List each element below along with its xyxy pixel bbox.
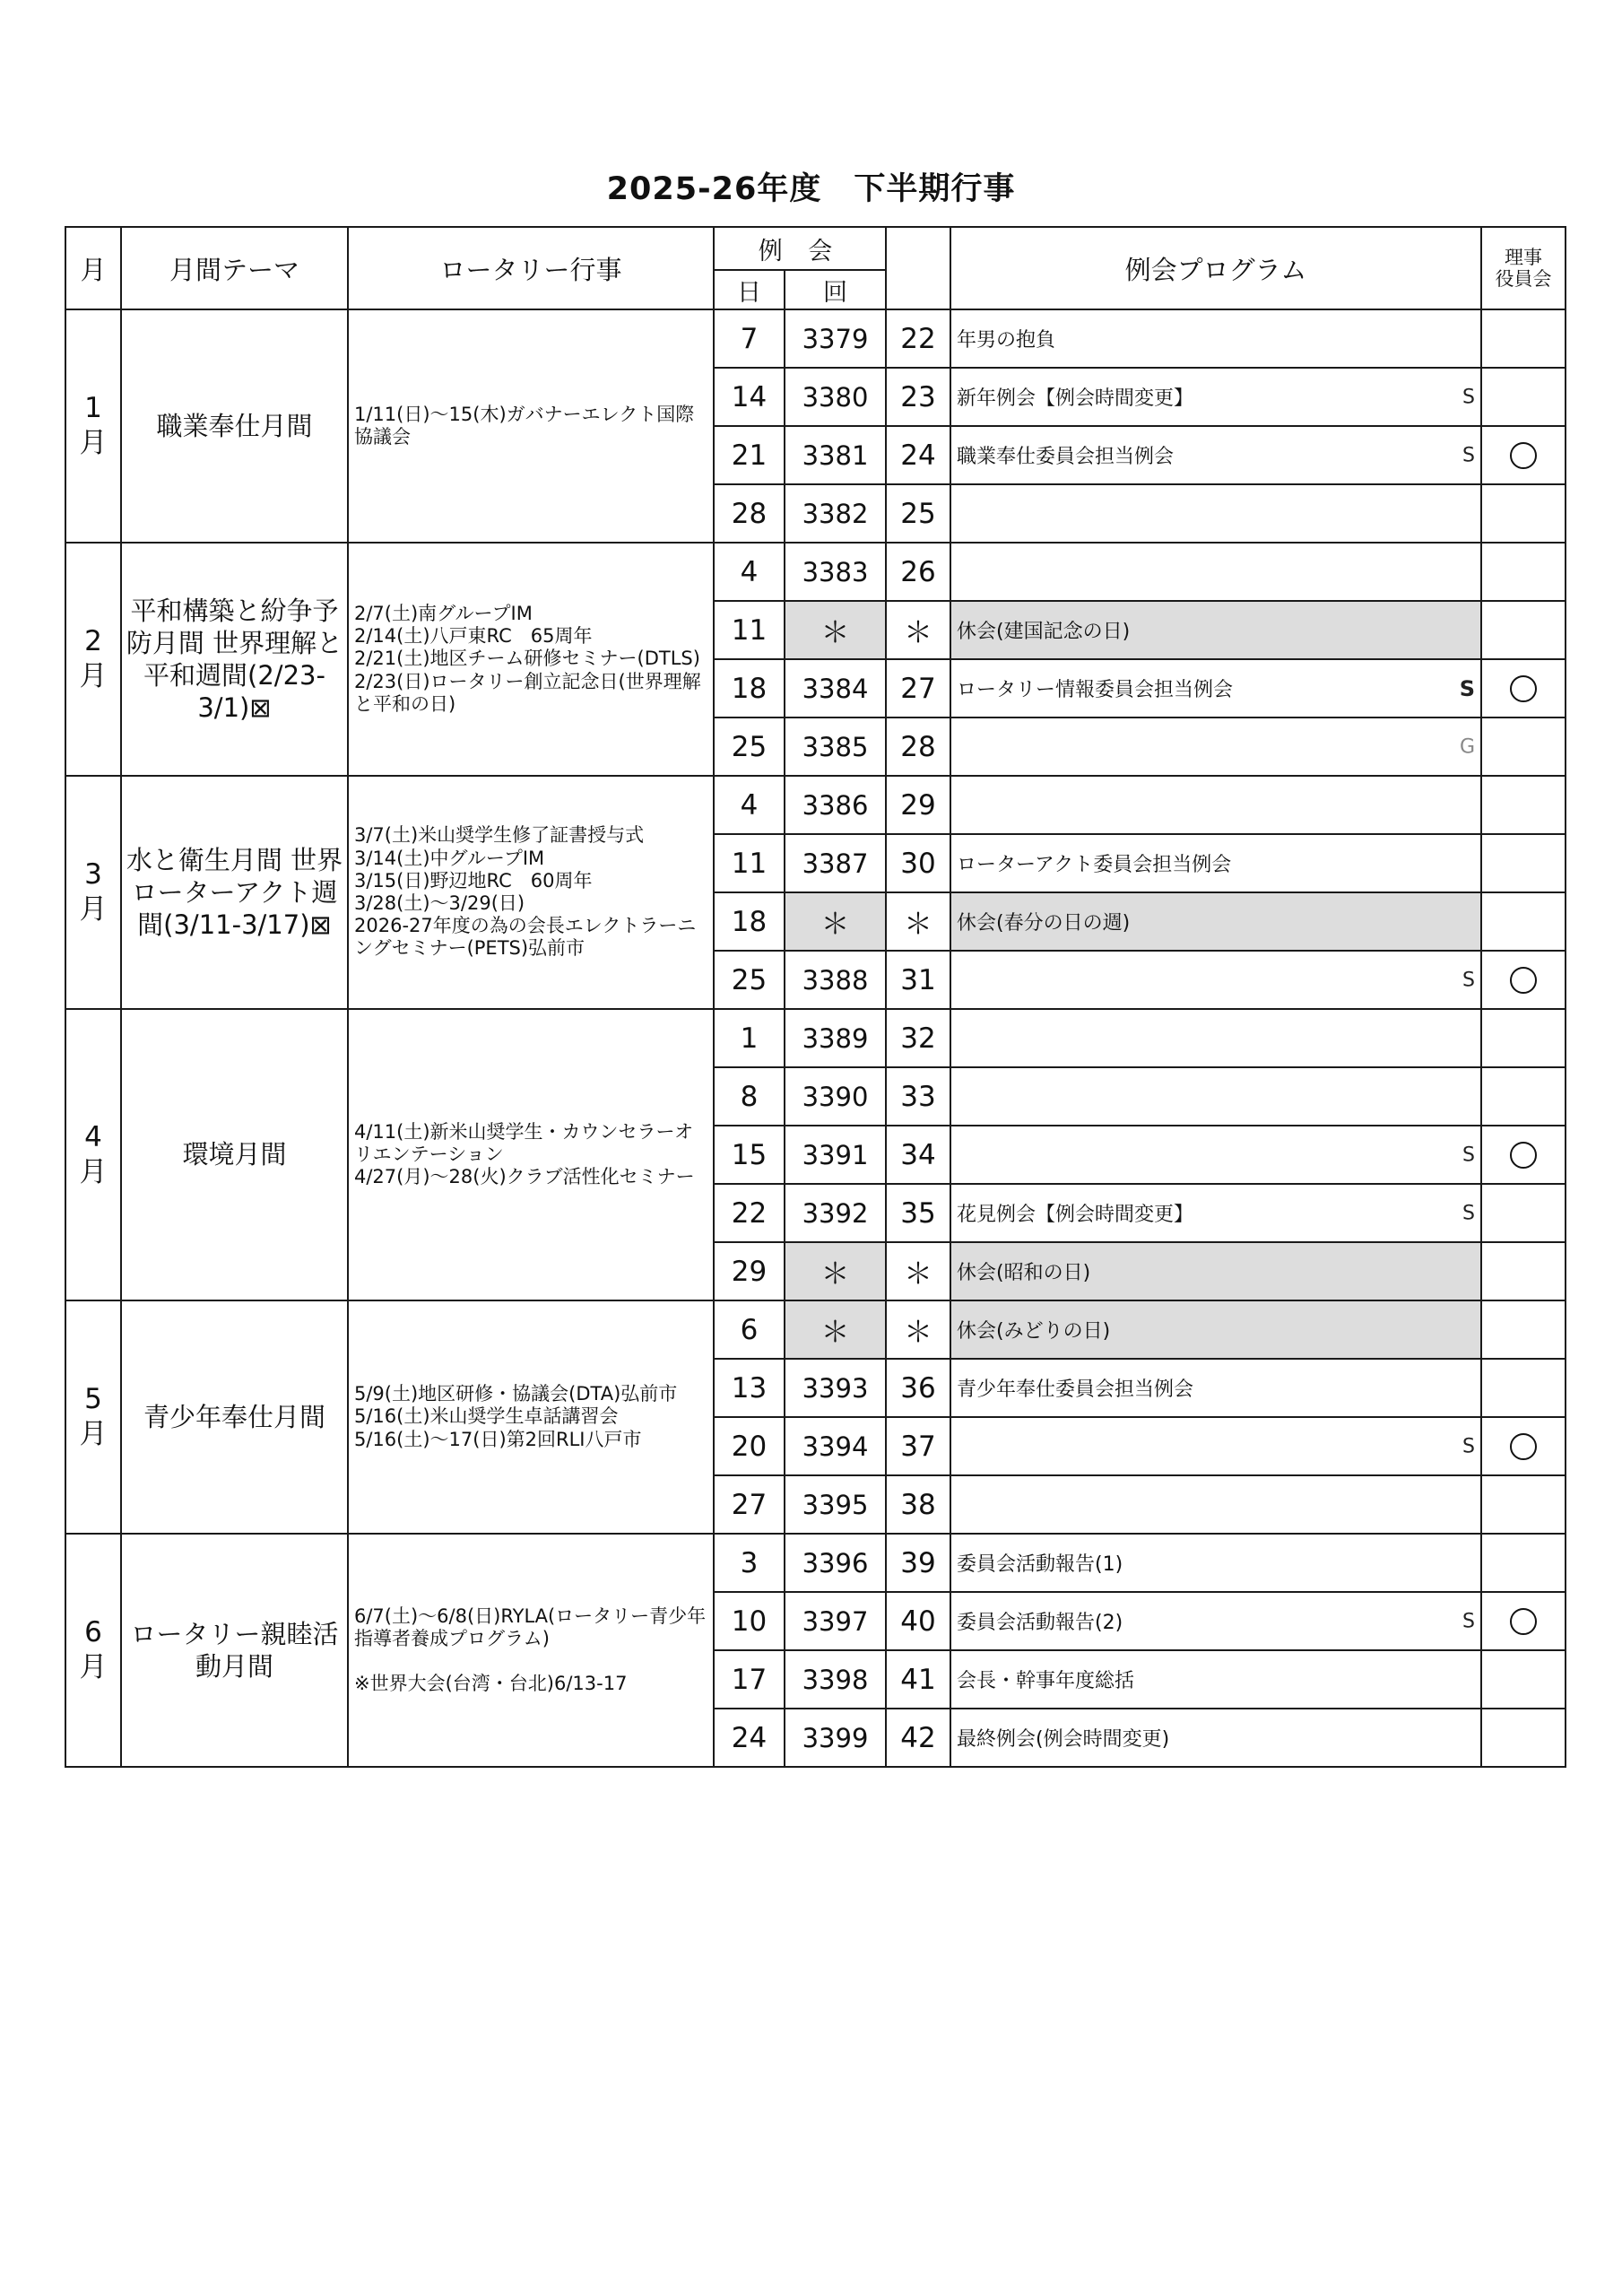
rotary-events — [348, 1534, 714, 1767]
meeting-number: 3381 — [785, 426, 886, 484]
meeting-sequence: 36 — [886, 1359, 950, 1417]
meeting-number: 3394 — [785, 1417, 886, 1475]
month-number: 6 — [84, 1616, 102, 1649]
board-meeting-circle-icon — [1510, 1433, 1537, 1460]
board-meeting-cell — [1481, 1475, 1566, 1534]
program-text: 年男の抱負 — [957, 329, 1056, 352]
program-mark: S — [1462, 1435, 1475, 1457]
meeting-number: ＊ — [785, 892, 886, 951]
program-text: 職業奉仕委員会担当例会 — [957, 446, 1175, 468]
program-mark: S — [1462, 444, 1475, 466]
board-meeting-cell — [1481, 1009, 1566, 1067]
meeting-sequence: 22 — [886, 309, 950, 368]
meeting-day: 7 — [714, 309, 785, 368]
program-cell — [950, 1417, 1481, 1475]
table-row — [65, 1009, 1566, 1067]
program-cell — [950, 834, 1481, 892]
board-meeting-cell — [1481, 426, 1566, 484]
meeting-sequence: 23 — [886, 368, 950, 426]
meeting-day: 17 — [714, 1650, 785, 1709]
event-item: 6/7(土)～6/8(日)RYLA(ロータリー青少年指導者養成プログラム) — [354, 1605, 707, 1649]
month-unit: 月 — [79, 1418, 108, 1450]
board-meeting-cell — [1481, 1067, 1566, 1126]
month-theme: 環境月間 — [121, 1009, 348, 1300]
meeting-sequence: 41 — [886, 1650, 950, 1709]
program-text: 休会(昭和の日) — [957, 1262, 1091, 1284]
program-text: ロータリー情報委員会担当例会 — [957, 679, 1234, 701]
event-item: 3/15(日)野辺地RC 60周年 — [354, 869, 593, 891]
program-text: 新年例会【例会時間変更】 — [957, 387, 1194, 410]
program-cell — [950, 1475, 1481, 1534]
rotary-events — [348, 543, 714, 776]
event-item: 5/16(土)～17(日)第2回RLI八戸市 — [354, 1428, 642, 1450]
program-cell — [950, 1067, 1481, 1126]
header-board-line2: 役員会 — [1495, 268, 1552, 290]
program-cell — [950, 368, 1481, 426]
meeting-day: 20 — [714, 1417, 785, 1475]
meeting-number: 3389 — [785, 1009, 886, 1067]
meeting-number: 3397 — [785, 1592, 886, 1650]
meeting-day: 4 — [714, 543, 785, 601]
program-mark: S — [1462, 1144, 1475, 1166]
program-text: 会長・幹事年度総括 — [957, 1670, 1135, 1692]
program-cell — [950, 659, 1481, 718]
board-meeting-cell — [1481, 484, 1566, 543]
header-meeting: 例 会 — [714, 227, 886, 270]
meeting-sequence: 37 — [886, 1417, 950, 1475]
meeting-sequence: 29 — [886, 776, 950, 834]
table-row — [65, 1534, 1566, 1592]
rotary-events — [348, 309, 714, 543]
rotary-events — [348, 1300, 714, 1534]
program-cell — [950, 426, 1481, 484]
meeting-number: 3398 — [785, 1650, 886, 1709]
program-cell — [950, 892, 1481, 951]
board-meeting-cell — [1481, 1359, 1566, 1417]
meeting-day: 27 — [714, 1475, 785, 1534]
event-item: 2/7(土)南グループIM — [354, 603, 533, 625]
meeting-sequence: 32 — [886, 1009, 950, 1067]
month-unit: 月 — [79, 1651, 108, 1683]
event-item: 2026-27年度の為の会長エレクトラーニングセミナー(PETS)弘前市 — [354, 915, 697, 960]
program-cell — [950, 718, 1481, 776]
meeting-number: 3387 — [785, 834, 886, 892]
month-theme: 職業奉仕月間 — [121, 309, 348, 543]
header-board — [1481, 227, 1566, 309]
month-number: 5 — [84, 1383, 102, 1416]
meeting-sequence: 40 — [886, 1592, 950, 1650]
table-row — [65, 309, 1566, 368]
program-cell — [950, 951, 1481, 1009]
program-mark: S — [1462, 1610, 1475, 1632]
meeting-number: 3393 — [785, 1359, 886, 1417]
meeting-number: 3386 — [785, 776, 886, 834]
event-item: 5/9(土)地区研修・協議会(DTA)弘前市 — [354, 1383, 678, 1405]
meeting-number: 3392 — [785, 1184, 886, 1242]
event-item — [354, 1650, 707, 1673]
month-theme: 青少年奉仕月間 — [121, 1300, 348, 1534]
meeting-sequence: 38 — [886, 1475, 950, 1534]
header-events: ロータリー行事 — [348, 227, 714, 309]
meeting-day: 29 — [714, 1242, 785, 1300]
board-meeting-circle-icon — [1510, 1608, 1537, 1635]
header-program: 例会プログラム — [950, 227, 1481, 309]
program-mark: S — [1462, 1202, 1475, 1224]
board-meeting-circle-icon — [1510, 1142, 1537, 1169]
meeting-sequence: ＊ — [886, 1242, 950, 1300]
month-theme: 水と衛生月間 世界ローターアクト週間(3/11-3/17)⊠ — [121, 776, 348, 1009]
program-text: 委員会活動報告(2) — [957, 1612, 1123, 1634]
program-cell — [950, 1534, 1481, 1592]
month-theme: ロータリー親睦活動月間 — [121, 1534, 348, 1767]
board-meeting-cell — [1481, 1709, 1566, 1767]
board-meeting-cell — [1481, 1534, 1566, 1592]
meeting-day: 13 — [714, 1359, 785, 1417]
program-text: 休会(建国記念の日) — [957, 621, 1131, 643]
meeting-number: ＊ — [785, 601, 886, 659]
meeting-number: 3380 — [785, 368, 886, 426]
board-meeting-cell — [1481, 892, 1566, 951]
meeting-sequence: 42 — [886, 1709, 950, 1767]
meeting-number: 3390 — [785, 1067, 886, 1126]
meeting-sequence: 27 — [886, 659, 950, 718]
meeting-sequence: 35 — [886, 1184, 950, 1242]
board-meeting-circle-icon — [1510, 442, 1537, 469]
program-text: 休会(みどりの日) — [957, 1320, 1111, 1343]
header-month: 月 — [65, 227, 121, 309]
table-row — [65, 1300, 1566, 1359]
board-meeting-cell — [1481, 834, 1566, 892]
month-label — [65, 309, 121, 543]
meeting-day: 6 — [714, 1300, 785, 1359]
meeting-sequence: 25 — [886, 484, 950, 543]
meeting-number: 3382 — [785, 484, 886, 543]
meeting-sequence: ＊ — [886, 1300, 950, 1359]
event-item: 2/14(土)八戸東RC 65周年 — [354, 625, 593, 648]
program-cell — [950, 1009, 1481, 1067]
board-meeting-circle-icon — [1510, 675, 1537, 702]
meeting-day: 10 — [714, 1592, 785, 1650]
program-cell — [950, 601, 1481, 659]
board-meeting-cell — [1481, 718, 1566, 776]
meeting-day: 28 — [714, 484, 785, 543]
event-item: 2/21(土)地区チーム研修セミナー(DTLS) — [354, 648, 700, 670]
program-cell — [950, 1184, 1481, 1242]
meeting-sequence: 24 — [886, 426, 950, 484]
meeting-number: 3384 — [785, 659, 886, 718]
meeting-sequence: 34 — [886, 1126, 950, 1184]
meeting-day: 15 — [714, 1126, 785, 1184]
header-seq — [886, 227, 950, 309]
board-meeting-cell — [1481, 543, 1566, 601]
header-board-line1: 理事 — [1505, 246, 1542, 268]
month-label — [65, 1534, 121, 1767]
meeting-day: 14 — [714, 368, 785, 426]
month-label — [65, 1009, 121, 1300]
program-cell — [950, 1300, 1481, 1359]
month-label — [65, 776, 121, 1009]
meeting-number: 3399 — [785, 1709, 886, 1767]
meeting-number: 3383 — [785, 543, 886, 601]
program-text: 委員会活動報告(1) — [957, 1553, 1123, 1576]
header-count: 回 — [785, 270, 886, 309]
meeting-number: ＊ — [785, 1242, 886, 1300]
meeting-day: 11 — [714, 834, 785, 892]
board-meeting-cell — [1481, 1126, 1566, 1184]
program-text: 休会(春分の日の週) — [957, 912, 1131, 935]
event-item: 2/23(日)ロータリー創立記念日(世界理解と平和の日) — [354, 670, 701, 715]
program-text: 花見例会【例会時間変更】 — [957, 1204, 1194, 1226]
schedule-body — [65, 309, 1566, 1767]
meeting-sequence: ＊ — [886, 892, 950, 951]
meeting-day: 18 — [714, 659, 785, 718]
meeting-number: 3385 — [785, 718, 886, 776]
meeting-number: ＊ — [785, 1300, 886, 1359]
board-meeting-cell — [1481, 309, 1566, 368]
rotary-events — [348, 776, 714, 1009]
page-title: 2025-26年度 下半期行事 — [606, 171, 1016, 207]
board-meeting-cell — [1481, 1184, 1566, 1242]
board-meeting-cell — [1481, 1417, 1566, 1475]
program-mark: G — [1459, 735, 1475, 758]
event-item: 1/11(日)～15(木)ガバナーエレクト国際協議会 — [354, 403, 695, 448]
meeting-number: 3388 — [785, 951, 886, 1009]
board-meeting-cell — [1481, 659, 1566, 718]
meeting-day: 3 — [714, 1534, 785, 1592]
board-meeting-cell — [1481, 1300, 1566, 1359]
board-meeting-cell — [1481, 601, 1566, 659]
program-text: 最終例会(例会時間変更) — [957, 1728, 1170, 1751]
month-number: 2 — [84, 625, 102, 658]
program-cell — [950, 1126, 1481, 1184]
program-cell — [950, 1709, 1481, 1767]
table-row — [65, 543, 1566, 601]
meeting-day: 4 — [714, 776, 785, 834]
event-item: 3/28(土)～3/29(日) — [354, 892, 525, 914]
header-theme: 月間テーマ — [121, 227, 348, 309]
program-cell — [950, 1242, 1481, 1300]
month-number: 1 — [84, 392, 102, 425]
meeting-sequence: 28 — [886, 718, 950, 776]
schedule-table — [65, 226, 1566, 1768]
meeting-day: 25 — [714, 951, 785, 1009]
program-text: ローターアクト委員会担当例会 — [957, 854, 1232, 876]
board-meeting-cell — [1481, 1242, 1566, 1300]
meeting-day: 22 — [714, 1184, 785, 1242]
program-cell — [950, 309, 1481, 368]
board-meeting-cell — [1481, 776, 1566, 834]
meeting-sequence: 30 — [886, 834, 950, 892]
event-item: 5/16(土)米山奨学生卓話講習会 — [354, 1405, 619, 1428]
board-meeting-cell — [1481, 951, 1566, 1009]
meeting-number: 3391 — [785, 1126, 886, 1184]
event-item: 4/27(月)～28(火)クラブ活性化セミナー — [354, 1166, 695, 1188]
meeting-sequence: 39 — [886, 1534, 950, 1592]
meeting-sequence: 33 — [886, 1067, 950, 1126]
meeting-number: 3396 — [785, 1534, 886, 1592]
month-theme: 平和構築と紛争予防月間 世界理解と平和週間(2/23-3/1)⊠ — [121, 543, 348, 776]
program-mark: S — [1462, 386, 1475, 408]
meeting-number: 3379 — [785, 309, 886, 368]
program-cell — [950, 1359, 1481, 1417]
program-cell — [950, 776, 1481, 834]
event-item: 3/7(土)米山奨学生修了証書授与式 — [354, 824, 645, 847]
meeting-sequence: ＊ — [886, 601, 950, 659]
program-text: 青少年奉仕委員会担当例会 — [957, 1378, 1194, 1401]
month-label — [65, 543, 121, 776]
program-cell — [950, 543, 1481, 601]
board-meeting-circle-icon — [1510, 967, 1537, 994]
month-unit: 月 — [79, 427, 108, 459]
meeting-day: 8 — [714, 1067, 785, 1126]
meeting-day: 11 — [714, 601, 785, 659]
board-meeting-cell — [1481, 368, 1566, 426]
program-mark: S — [1459, 675, 1475, 701]
month-unit: 月 — [79, 1155, 108, 1188]
meeting-day: 18 — [714, 892, 785, 951]
program-cell — [950, 1650, 1481, 1709]
meeting-day: 24 — [714, 1709, 785, 1767]
board-meeting-cell — [1481, 1592, 1566, 1650]
program-mark: S — [1462, 969, 1475, 991]
meeting-sequence: 31 — [886, 951, 950, 1009]
month-label — [65, 1300, 121, 1534]
table-row — [65, 776, 1566, 834]
rotary-events — [348, 1009, 714, 1300]
month-number: 4 — [84, 1120, 102, 1153]
month-number: 3 — [84, 858, 102, 891]
meeting-sequence: 26 — [886, 543, 950, 601]
event-item: ※世界大会(台湾・台北)6/13-17 — [354, 1673, 628, 1695]
board-meeting-cell — [1481, 1650, 1566, 1709]
program-cell — [950, 484, 1481, 543]
event-item: 3/14(土)中グループIM — [354, 847, 545, 869]
meeting-day: 1 — [714, 1009, 785, 1067]
meeting-number: 3395 — [785, 1475, 886, 1534]
month-unit: 月 — [79, 893, 108, 926]
event-item: 4/11(土)新米山奨学生・カウンセラーオリエンテーション — [354, 1120, 694, 1165]
program-cell — [950, 1592, 1481, 1650]
month-unit: 月 — [79, 660, 108, 692]
header-day: 日 — [714, 270, 785, 309]
meeting-day: 25 — [714, 718, 785, 776]
meeting-day: 21 — [714, 426, 785, 484]
